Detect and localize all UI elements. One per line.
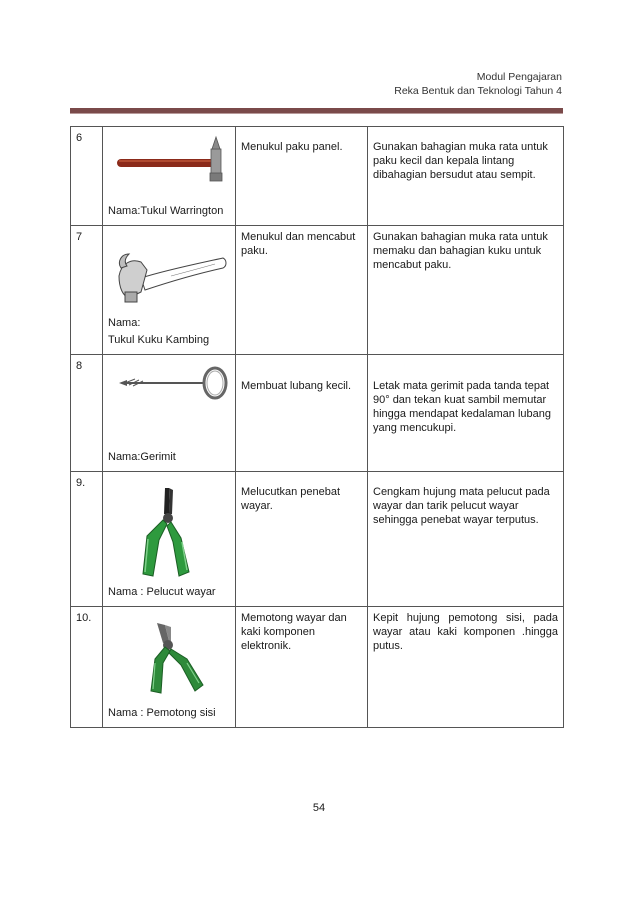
tool-image-cell bbox=[103, 472, 236, 607]
table-row bbox=[71, 472, 564, 607]
tool-instruction: Gunakan bahagian muka rata untuk paku kecil dan kepala lintang dibahagian bersudut atau sempit. bbox=[368, 127, 564, 226]
tool-instruction: Kepit hujung pemotong sisi, pada wayar atau kaki komponen .hingga putus. bbox=[368, 607, 564, 728]
tool-use: Menukul dan mencabut paku. bbox=[236, 226, 368, 355]
tool-use: Memotong wayar dan kaki komponen elektronik. bbox=[236, 607, 368, 728]
claw-hammer-icon bbox=[111, 248, 231, 308]
tool-image-cell bbox=[103, 607, 236, 728]
row-number: 9. bbox=[71, 472, 103, 607]
row-number: 8 bbox=[71, 355, 103, 472]
tool-name bbox=[108, 315, 209, 349]
page-header bbox=[394, 70, 562, 98]
tool-instruction: Cengkam hujung mata pelucut pada wayar dan tarik pelucut wayar sehingga penebat wayar terputus. bbox=[368, 472, 564, 607]
side-cutter-icon bbox=[143, 619, 213, 699]
gimlet-icon bbox=[115, 361, 235, 401]
tool-name: Nama:Gerimit bbox=[108, 451, 176, 463]
tool-image-cell bbox=[103, 226, 236, 355]
tool-image-cell bbox=[103, 355, 236, 472]
tool-name: Nama : Pelucut wayar bbox=[108, 586, 216, 598]
tool-image-cell bbox=[103, 127, 236, 226]
tool-instruction: Letak mata gerimit pada tanda tepat 90° dan tekan kuat sambil memutar hingga mendapat kedalaman lubang yang mencukupi. bbox=[368, 355, 564, 472]
header-module-title: Modul Pengajaran bbox=[476, 71, 562, 83]
tool-instruction: Gunakan bahagian muka rata untuk memaku dan bahagian kuku untuk mencabut paku. bbox=[368, 226, 564, 355]
wire-stripper-icon bbox=[139, 484, 199, 580]
row-number: 6 bbox=[71, 127, 103, 226]
row-number: 7 bbox=[71, 226, 103, 355]
table-row bbox=[71, 226, 564, 355]
tools-table bbox=[70, 126, 564, 728]
tool-name: Nama : Pemotong sisi bbox=[108, 707, 216, 719]
table-row bbox=[71, 355, 564, 472]
row-number: 10. bbox=[71, 607, 103, 728]
header-subject: Reka Bentuk dan Teknologi Tahun 4 bbox=[394, 85, 562, 97]
table-row bbox=[71, 607, 564, 728]
tool-name-value: Tukul Kuku Kambing bbox=[108, 334, 210, 346]
tool-name: Nama:Tukul Warrington bbox=[108, 205, 224, 217]
page-number: 54 bbox=[312, 802, 326, 814]
tool-name-label: Nama: bbox=[108, 317, 141, 329]
table-row bbox=[71, 127, 564, 226]
tool-use: Menukul paku panel. bbox=[236, 127, 368, 226]
tool-use: Membuat lubang kecil. bbox=[236, 355, 368, 472]
header-rule-thin bbox=[70, 113, 563, 114]
warrington-hammer-icon bbox=[111, 135, 231, 185]
tool-use: Melucutkan penebat wayar. bbox=[236, 472, 368, 607]
